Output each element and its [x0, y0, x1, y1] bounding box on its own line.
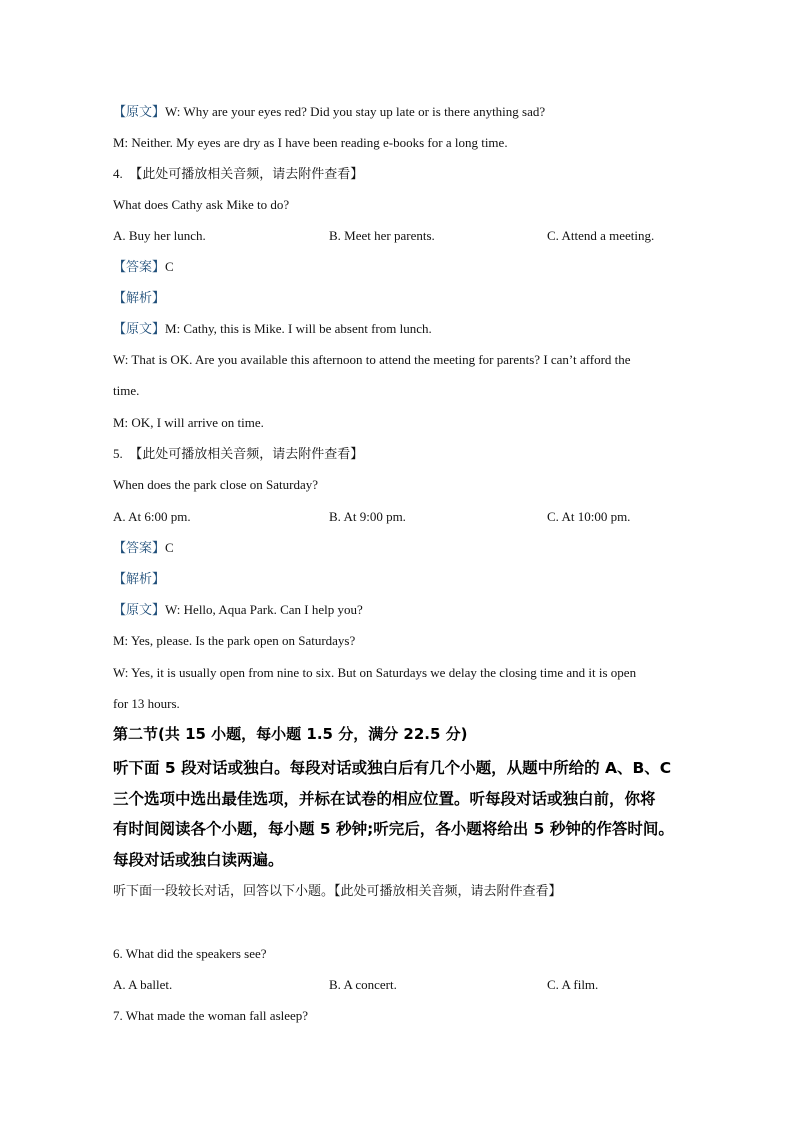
q5-original-m1: M: Yes, please. Is the park open on Saturdays?: [113, 633, 356, 648]
q4-header: [113, 165, 363, 183]
q5-option-b: B. At 9:00 pm.: [329, 509, 406, 524]
q6-option-a: A. A ballet.: [113, 977, 173, 992]
q5-question: When does the park close on Saturday?: [113, 477, 319, 492]
original-tag: 【原文】: [113, 602, 166, 617]
q5-original-w2-cont: for 13 hours.: [113, 696, 180, 711]
q5-analysis-tag: 【解析】: [113, 571, 166, 586]
question-number: 4.: [113, 166, 123, 181]
q5-option-a: A. At 6:00 pm.: [113, 509, 191, 524]
answer-value: C: [165, 540, 174, 555]
q5-answer: [113, 539, 174, 557]
answer-tag: 【答案】: [113, 259, 166, 274]
q4-answer: [113, 258, 174, 276]
q6-question: 6. What did the speakers see?: [113, 946, 267, 961]
q3-original-w: [113, 103, 545, 121]
q7-question: 7. What made the woman fall asleep?: [113, 1008, 309, 1023]
q6-option-c: C. A film.: [547, 977, 599, 992]
q4-option-c: C. Attend a meeting.: [547, 228, 655, 243]
q4-original-w1-cont: time.: [113, 383, 140, 398]
dialog-text: M: Cathy, this is Mike. I will be absent from lunch.: [165, 321, 432, 336]
section2-instruction-line: 听下面 5 段对话或独白。每段对话或独白后有几个小题，从题中所给的 A、B、C: [113, 759, 672, 777]
q4-analysis-tag: 【解析】: [113, 290, 166, 305]
q4-original-m2: M: OK, I will arrive on time.: [113, 415, 264, 430]
q5-option-c: C. At 10:00 pm.: [547, 509, 631, 524]
audio-link[interactable]: 【此处可播放相关音频，请去附件查看】: [129, 166, 364, 181]
audio-link[interactable]: 【此处可播放相关音频，请去附件查看】: [129, 446, 364, 461]
dialog-text: W: Why are your eyes red? Did you stay up late or is there anything sad?: [165, 104, 546, 119]
answer-tag: 【答案】: [113, 540, 166, 555]
question-number: 5.: [113, 446, 123, 461]
q4-option-b: B. Meet her parents.: [329, 228, 435, 243]
original-tag: 【原文】: [113, 104, 166, 119]
long-dialog-intro: 听下面一段较长对话，回答以下小题。【此处可播放相关音频，请去附件查看】: [113, 884, 562, 899]
original-tag: 【原文】: [113, 321, 166, 336]
q3-original-m: M: Neither. My eyes are dry as I have been reading e-books for a long time.: [113, 135, 508, 150]
q4-original-w1: W: That is OK. Are you available this afternoon to attend the meeting for parents? I can’t afford the: [113, 352, 631, 367]
q6-option-b: B. A concert.: [329, 977, 397, 992]
q5-original-w2: W: Yes, it is usually open from nine to six. But on Saturdays we delay the closing time and it is open: [113, 665, 637, 680]
section2-instruction-line: 有时间阅读各个小题，每小题 5 秒钟;听完后，各小题将给出 5 秒钟的作答时间。: [113, 820, 674, 838]
q4-original-m1: [113, 320, 432, 338]
q4-question: What does Cathy ask Mike to do?: [113, 197, 290, 212]
section2-instruction-line: 每段对话或独白读两遍。: [113, 851, 284, 869]
section2-title: 第二节(共 15 小题，每小题 1.5 分，满分 22.5 分): [113, 725, 468, 743]
q5-header: [113, 445, 363, 463]
section2-instruction-line: 三个选项中选出最佳选项，并标在试卷的相应位置。听每段对话或独白前，你将: [113, 790, 656, 808]
q5-original-w1: [113, 601, 363, 619]
answer-value: C: [165, 259, 174, 274]
dialog-text: W: Hello, Aqua Park. Can I help you?: [165, 602, 363, 617]
q4-option-a: A. Buy her lunch.: [113, 228, 206, 243]
